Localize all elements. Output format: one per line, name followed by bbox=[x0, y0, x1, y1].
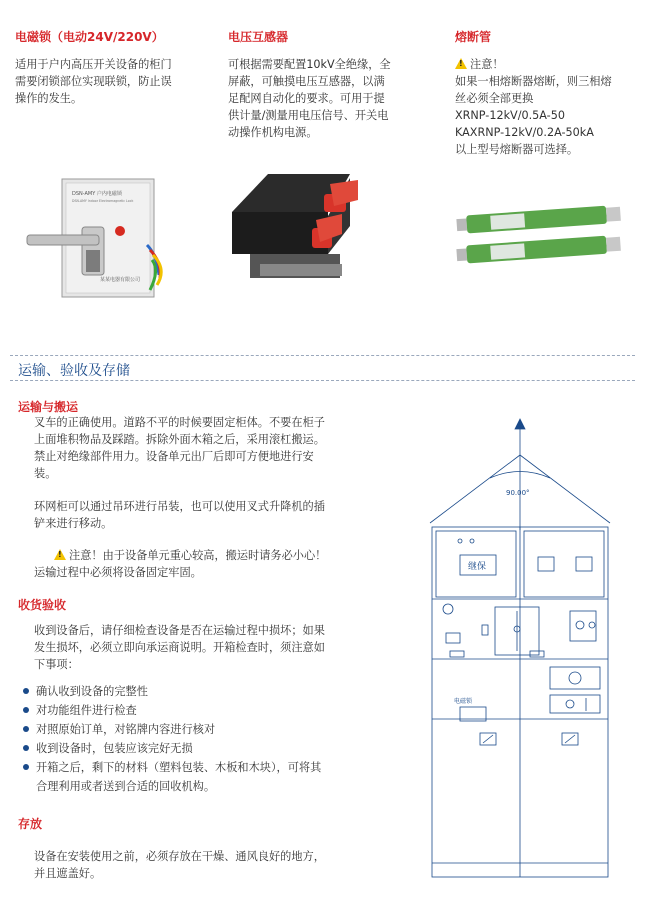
gauge-icon bbox=[443, 604, 453, 614]
lock-device-sub: DSN-AMY Indoor Electromagnetic Lock bbox=[72, 199, 134, 203]
text-line: 以上型号熔断器可选择。 bbox=[455, 143, 579, 156]
window-small bbox=[576, 557, 592, 571]
lock-heading: 电磁锁（电动24V/220V） bbox=[15, 30, 164, 44]
electromagnetic-lock-image bbox=[22, 175, 202, 305]
cabinet-diagram bbox=[420, 415, 650, 885]
list-item-continuation: 合理利用或者送到合适的回收机构。 bbox=[36, 780, 216, 793]
lock-device-label: DSN-AMY 户内电磁锁 bbox=[72, 191, 122, 197]
text-line: 收到设备后，请仔细检查设备是否在运输过程中损坏；如果 bbox=[34, 624, 325, 637]
list-item: 对功能组件进行检查 bbox=[20, 701, 385, 720]
text-line: 操作的发生。 bbox=[15, 92, 83, 105]
section-divider-bottom bbox=[10, 380, 635, 381]
text-line: 并且遮盖好。 bbox=[34, 867, 102, 880]
text-line: 装。 bbox=[34, 467, 57, 480]
window-glare bbox=[565, 735, 575, 743]
warning-icon bbox=[455, 58, 467, 69]
storage-heading: 存放 bbox=[18, 817, 43, 831]
text-line: 可根据需要配置10kV全绝缘，全 bbox=[228, 58, 391, 71]
label-plate bbox=[450, 651, 464, 657]
receiving-heading: 收货验收 bbox=[18, 598, 67, 612]
label-plate bbox=[530, 651, 544, 657]
text-line: XRNP-12kV/0.5A-50 bbox=[455, 109, 565, 122]
text-line: 需要闭锁部位实现联锁，防止误 bbox=[15, 75, 172, 88]
terminal bbox=[482, 625, 488, 635]
storage-paragraph bbox=[34, 848, 384, 882]
lifting-paragraph bbox=[34, 498, 384, 532]
text-line: 设备在安装使用之前，必须存放在干燥、通风良好的地方， bbox=[34, 850, 325, 863]
warning-icon bbox=[54, 549, 66, 560]
text-line: 丝必须全部更换 bbox=[455, 92, 534, 105]
text-line: 环网柜可以通过吊环进行吊装，也可以使用叉式升降机的插 bbox=[34, 500, 325, 513]
list-item: 对照原始订单，对铭牌内容进行核对 bbox=[20, 720, 385, 739]
roof-line-right bbox=[520, 455, 610, 523]
transformer-heading: 电压互感器 bbox=[228, 30, 289, 44]
text-line: 上面堆积物品及踩踏。拆除外面木箱之后，采用滚杠搬运。 bbox=[34, 433, 325, 446]
angle-label: 90.00° bbox=[506, 489, 530, 497]
transformer-description bbox=[228, 56, 428, 141]
section-title: 运输、验收及存储 bbox=[18, 363, 130, 379]
operating-hole bbox=[589, 622, 595, 628]
text-line: 如果一相熔断器熔断，则三相熔 bbox=[455, 75, 612, 88]
text-line: 叉车的正确使用。道路不平的时候要固定柜体。不要在柜子 bbox=[34, 416, 325, 429]
fuse-description bbox=[455, 56, 650, 158]
indicator-light bbox=[470, 539, 474, 543]
lock-label: 电磁锁 bbox=[454, 698, 473, 705]
fuse-heading: 熔断管 bbox=[455, 30, 492, 44]
window-glare bbox=[483, 735, 493, 743]
operating-hole bbox=[569, 672, 581, 684]
text-line: KAXRNP-12kV/0.2A-50kA bbox=[455, 126, 594, 139]
section-divider-top bbox=[10, 355, 635, 356]
indicator-light bbox=[458, 539, 462, 543]
text-line: 禁止对绝缘部件用力。设备单元出厂后即可方便地进行安 bbox=[34, 450, 314, 463]
receiving-paragraph bbox=[34, 622, 384, 673]
window-small bbox=[538, 557, 554, 571]
receiving-checklist bbox=[20, 682, 385, 796]
list-item: 确认收到设备的完整性 bbox=[20, 682, 385, 701]
text-line: 适用于户内高压开关设备的柜门 bbox=[15, 58, 172, 71]
text-line: 动操作机构电源。 bbox=[228, 126, 318, 139]
text-line: 屏蔽，可触摸电压互感器，以满 bbox=[228, 75, 385, 88]
list-item: 开箱之后，剩下的材料（塑料包装、木板和木块），可将其 bbox=[20, 758, 385, 777]
lock-description bbox=[15, 56, 215, 107]
transport-paragraph bbox=[34, 414, 384, 482]
operating-hole bbox=[566, 700, 574, 708]
text-line: 足配网自动化的要求。可用于提 bbox=[228, 92, 385, 105]
warning-text: 注意！ bbox=[470, 58, 504, 71]
fuse-image bbox=[455, 195, 635, 275]
transport-heading: 运输与搬运 bbox=[18, 400, 79, 414]
fuse-warning bbox=[455, 56, 650, 73]
mechanism-panel bbox=[550, 667, 600, 689]
lock-maker: 某某电器有限公司 bbox=[100, 277, 141, 283]
transport-warning bbox=[34, 547, 384, 581]
voltage-transformer-image bbox=[230, 170, 380, 290]
mechanism-panel bbox=[550, 695, 600, 713]
text-line: 发生损坏，必须立即向承运商说明。开箱检查时，须注意如 bbox=[34, 641, 325, 654]
text-line: 下事项： bbox=[34, 658, 79, 671]
warning-text: 注意！由于设备单元重心较高，搬运时请务必小心！ bbox=[69, 549, 327, 562]
list-item: 收到设备时，包装应该完好无损 bbox=[20, 739, 385, 758]
warning-line bbox=[34, 547, 384, 564]
label-plate bbox=[446, 633, 460, 643]
operating-hole bbox=[576, 621, 584, 629]
text-line: 运输过程中必须将设备固定牢固。 bbox=[34, 566, 202, 579]
text-line: 供计量/测量用电压信号、开关电 bbox=[228, 109, 389, 122]
mechanism-panel bbox=[570, 611, 596, 641]
text-line: 铲来进行移动。 bbox=[34, 517, 113, 530]
lift-arrow-head bbox=[515, 419, 525, 429]
relay-label: 继保 bbox=[468, 562, 487, 572]
